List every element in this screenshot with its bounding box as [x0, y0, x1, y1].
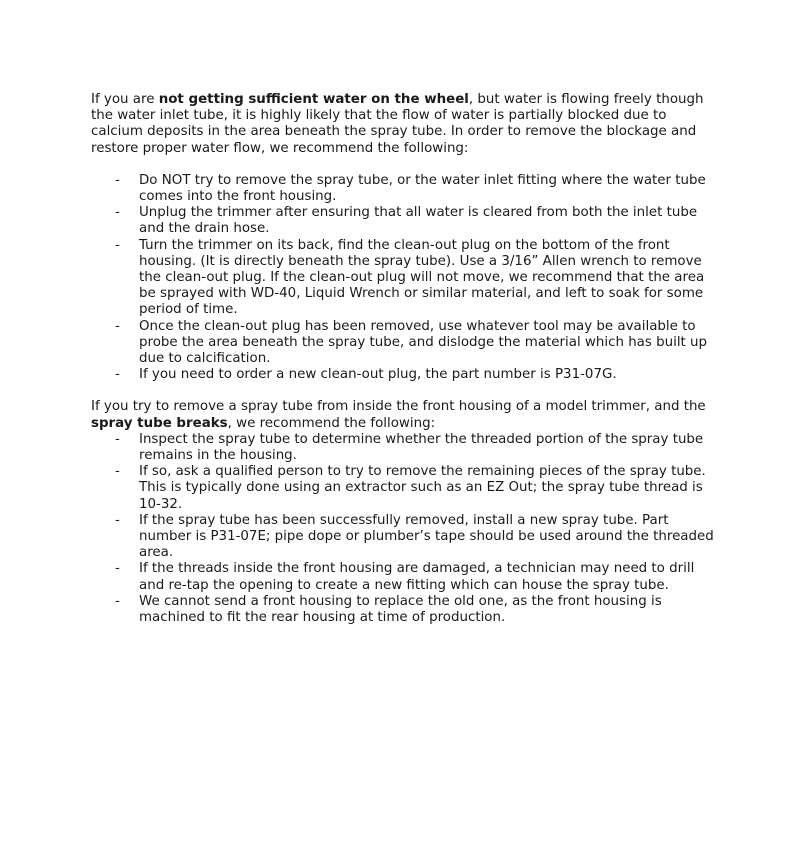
intro2-bold-phrase: spray tube breaks	[91, 415, 228, 431]
bullet-dash: -	[115, 561, 120, 577]
list-item	[91, 432, 716, 464]
intro-text-pre: If you are	[91, 92, 159, 107]
list-item-text: Do NOT try to remove the spray tube, or the water inlet fitting where the water tube comes into the front housing.	[139, 172, 706, 205]
bullet-dash: -	[115, 431, 120, 447]
list-item-text: If the spray tube has been successfully removed, install a new spray tube. Part number is P31-07E; pipe dope or plumber’s tape should be used around the threaded area.	[139, 512, 714, 561]
spray-tube-steps-list	[91, 432, 716, 626]
list-item-text: Unplug the trimmer after ensuring that all water is cleared from both the inlet tube and the drain hose.	[139, 205, 698, 237]
list-item-text: We cannot send a front housing to replace the old one, as the front housing is machined to fit the rear housing at time of production.	[139, 593, 662, 626]
list-item-text: If the threads inside the front housing are damaged, a technician may need to drill and re-tap the opening to create a new fitting which can house the spray tube.	[139, 561, 695, 593]
document-page	[91, 92, 716, 626]
list-item-text: If you need to order a new clean-out plug, the part number is P31-07G.	[139, 367, 617, 383]
list-item-text: If so, ask a qualified person to try to remove the remaining pieces of the spray tube. This is typically done using an extractor such as an EZ Out; the spray tube thread is 10-32.	[139, 464, 706, 512]
bullet-dash: -	[115, 367, 120, 383]
list-item	[91, 238, 716, 319]
list-item-text: Inspect the spray tube to determine whether the threaded portion of the spray tube remains in the housing.	[139, 431, 704, 464]
list-item	[91, 205, 716, 237]
list-item	[91, 319, 716, 368]
list-item	[91, 513, 716, 562]
list-item	[91, 594, 716, 626]
list-item	[91, 173, 716, 205]
bullet-dash: -	[115, 172, 120, 188]
bullet-dash: -	[115, 512, 120, 528]
spray-tube-paragraph	[91, 399, 716, 431]
list-item-text: Turn the trimmer on its back, find the clean-out plug on the bottom of the front housing. (It is directly beneath the spray tube). Use a 3/16” Allen wrench to remove the clean-out plug. If the clean-out plug will not move, we recommend that the area be sprayed with WD-40, Liquid Wrench or similar material, and left to soak for some period of time.	[139, 237, 705, 318]
bullet-dash: -	[115, 318, 120, 334]
bullet-dash: -	[115, 464, 120, 480]
intro2-text-pre: If you try to remove a spray tube from inside the front housing of a model trimmer, and the	[91, 399, 706, 415]
cleanout-steps-list	[91, 173, 716, 384]
intro-bold-phrase: not getting sufficient water on the wheel	[158, 92, 469, 107]
intro-paragraph	[91, 92, 716, 157]
list-item	[91, 561, 716, 593]
list-item-text: Once the clean-out plug has been removed, use whatever tool may be available to probe the area beneath the spray tube, and dislodge the material which has built up due to calcification.	[139, 318, 708, 367]
intro2-text-post: , we recommend the following:	[227, 415, 436, 431]
bullet-dash: -	[115, 237, 120, 253]
bullet-dash: -	[115, 593, 120, 609]
list-item	[91, 367, 716, 383]
list-item	[91, 464, 716, 513]
bullet-dash: -	[115, 205, 120, 221]
intro-text-post: , but water is flowing freely though the water inlet tube, it is highly likely that the flow of water is partially blocked due to calcium deposits in the area beneath the spray tube. In order to remove the blockage and restore proper water flow, we recommend the following:	[91, 92, 704, 156]
